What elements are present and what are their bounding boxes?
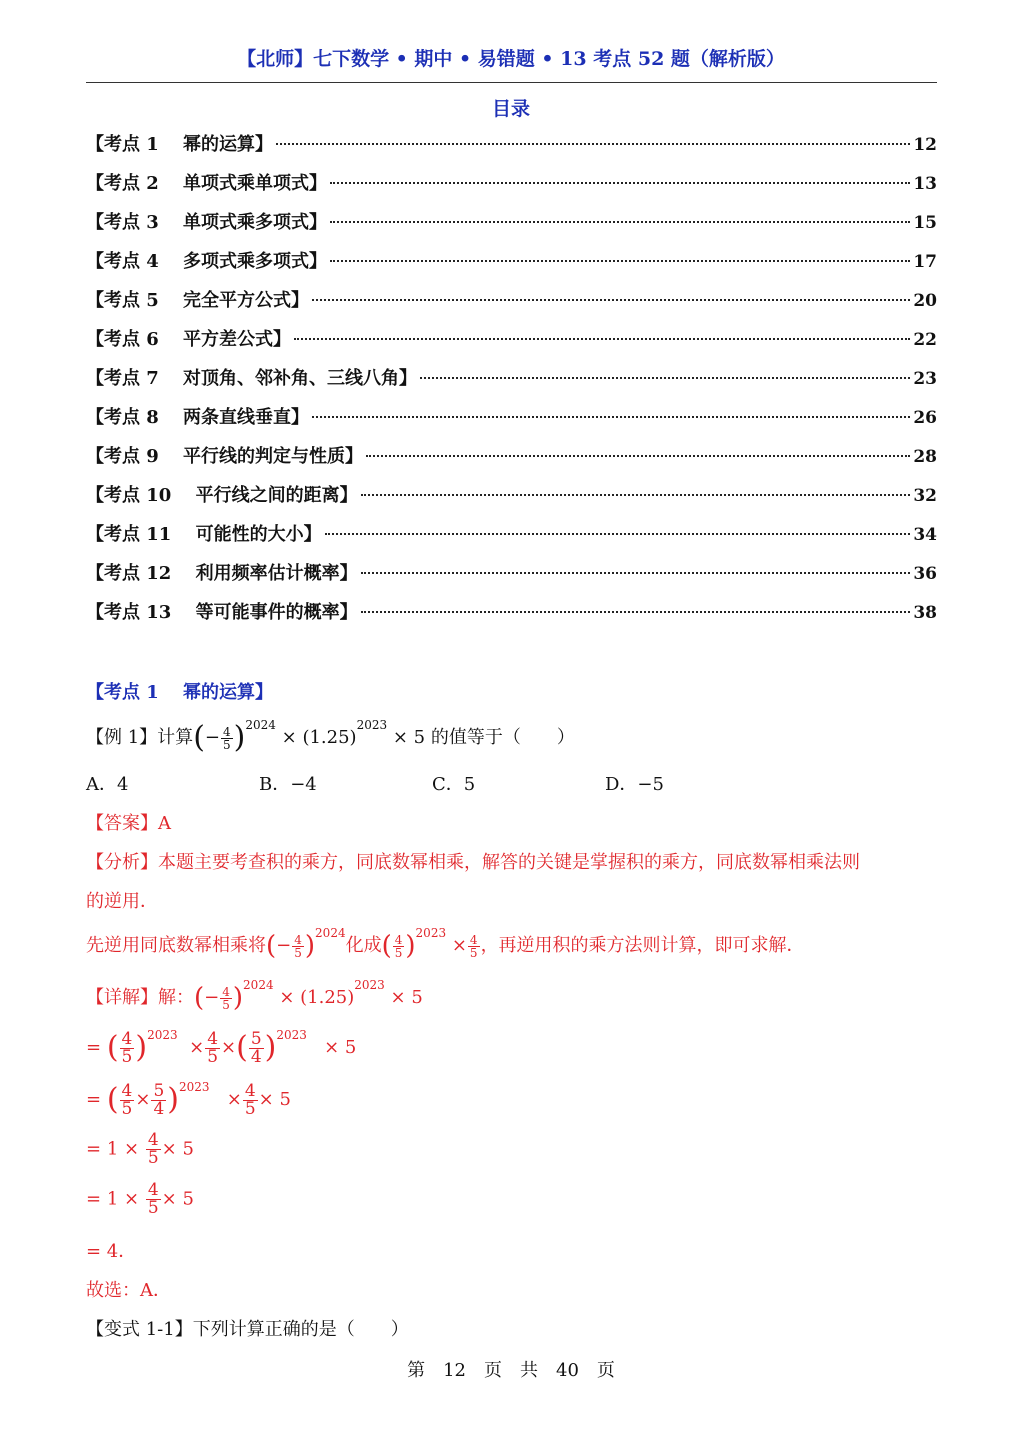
toc-item-page: 12	[913, 135, 937, 155]
header-divider	[86, 82, 937, 83]
toc-leader-dots	[330, 260, 910, 262]
toc-item[interactable]	[86, 169, 937, 208]
fraction: $\frac{4}{5}$	[223, 724, 231, 752]
answer-label: 【答案】	[86, 813, 158, 834]
option-b: B．−4	[259, 774, 317, 795]
answer-line	[86, 809, 171, 835]
toc-item[interactable]	[86, 598, 937, 637]
toc-item[interactable]	[86, 247, 937, 286]
toc-item-page: 23	[913, 369, 937, 389]
toc-leader-dots	[361, 572, 911, 574]
example-prefix: 【例 1】计算	[86, 727, 194, 748]
toc-leader-dots	[276, 143, 910, 145]
toc-item[interactable]	[86, 286, 937, 325]
toc-item-page: 13	[913, 174, 937, 194]
option-d: D．−5	[605, 774, 664, 795]
toc-leader-dots	[330, 182, 910, 184]
toc-item[interactable]	[86, 403, 937, 442]
toc-item-page: 34	[913, 525, 937, 545]
toc-leader-dots	[312, 416, 910, 418]
toc-item-label: 【考点 10 平行线之间的距离】	[86, 485, 358, 506]
toc-leader-dots	[366, 455, 910, 457]
analysis-label: 【分析】	[86, 852, 158, 873]
toc-leader-dots	[312, 299, 910, 301]
toc-leader-dots	[361, 494, 911, 496]
page-header: 【北师】七下数学 • 期中 • 易错题 • 13 考点 52 题（解析版）	[237, 48, 785, 70]
toc-item-label: 【考点 8 两条直线垂直】	[86, 407, 310, 428]
toc-item-label: 【考点 1 幂的运算】	[86, 134, 274, 155]
toc-item-label: 【考点 6 平方差公式】	[86, 329, 292, 350]
answer-value: A	[158, 813, 171, 834]
toc-leader-dots	[325, 533, 911, 535]
toc-title: 目录	[491, 98, 530, 120]
toc-item-page: 36	[913, 564, 937, 584]
toc-item-label: 【考点 13 等可能事件的概率】	[86, 602, 358, 623]
page-footer: 第 12 页 共 40 页	[407, 1360, 615, 1381]
example-options	[86, 770, 778, 796]
toc-item[interactable]	[86, 364, 937, 403]
detail-choice: 故选：A．	[86, 1280, 171, 1301]
toc-item-label: 【考点 11 可能性的大小】	[86, 524, 322, 545]
toc-item-label: 【考点 9 平行线的判定与性质】	[86, 446, 364, 467]
option-a: A．4	[86, 774, 129, 795]
detail-line-2: = ( $\frac{4}{5}$ × $\frac{5}{4}$ )$^{2023}$ × $\frac{4}{5}$ × 5	[86, 1080, 291, 1119]
toc-item-page: 28	[913, 447, 937, 467]
toc-leader-dots	[294, 338, 910, 340]
detail-line-0: 【详解】解：(− $\frac{4}{5}$ )$^{2024} \times (1.25)^{2023} \times 5$	[86, 978, 423, 1013]
toc-item-label: 【考点 2 单项式乘单项式】	[86, 173, 328, 194]
option-c: C．5	[432, 774, 476, 795]
toc-item-label: 【考点 7 对顶角、邻补角、三线八角】	[86, 368, 418, 389]
example-question: 【例 1】计算(− $\frac{4}{5}$ )$^{2024} \times (1.25)^{2023} \times 5$ 的值等于（ ）	[86, 718, 575, 755]
detail-line-4: = 1 × $\frac{4}{5}$ × 5	[86, 1180, 194, 1218]
toc-item[interactable]	[86, 481, 937, 520]
analysis-line-2: 的逆用．	[86, 891, 158, 912]
variant-question: 【变式 1-1】下列计算正确的是（ ）	[86, 1319, 409, 1340]
toc-item-label: 【考点 5 完全平方公式】	[86, 290, 310, 311]
detail-line-1: = ( $\frac{4}{5}$ )$^{2023}$ × $\frac{4}{5}$ ×( $\frac{5}{4}$ )$^{2023}$ × 5	[86, 1028, 357, 1067]
toc-item[interactable]	[86, 325, 937, 364]
toc-item-page: 15	[913, 213, 937, 233]
analysis-line-3: 先逆用同底数幂相乘将(− $\frac{4}{5}$ )$^{2024}$化成( $\frac{4}{5}$ )$^{2023}$ × $\frac{4}{5}$ ，再逆用积的乘方法则计算，即可求解．	[86, 926, 805, 961]
toc-item[interactable]	[86, 208, 937, 247]
table-of-contents	[86, 130, 937, 637]
toc-item[interactable]	[86, 442, 937, 481]
analysis-line-1: 【分析】本题主要考查积的乘方，同底数幂相乘，解答的关键是掌握积的乘方，同底数幂相乘法则	[86, 852, 860, 873]
toc-item-page: 22	[913, 330, 937, 350]
toc-item-page: 20	[913, 291, 937, 311]
toc-item[interactable]	[86, 559, 937, 598]
section-heading: 【考点 1 幂的运算】	[86, 682, 274, 703]
toc-item[interactable]	[86, 520, 937, 559]
detail-line-3: = 1 × $\frac{4}{5}$ × 5	[86, 1130, 194, 1168]
detail-final: = 4．	[86, 1241, 137, 1262]
toc-item-page: 26	[913, 408, 937, 428]
toc-item-label: 【考点 4 多项式乘多项式】	[86, 251, 328, 272]
detail-label: 【详解】	[86, 987, 158, 1008]
toc-item-page: 38	[913, 603, 937, 623]
toc-item-label: 【考点 3 单项式乘多项式】	[86, 212, 328, 233]
toc-leader-dots	[361, 611, 911, 613]
toc-leader-dots	[420, 377, 910, 379]
toc-item-label: 【考点 12 利用频率估计概率】	[86, 563, 358, 584]
toc-leader-dots	[330, 221, 910, 223]
toc-item[interactable]	[86, 130, 937, 169]
toc-item-page: 32	[913, 486, 937, 506]
toc-item-page: 17	[913, 252, 937, 272]
